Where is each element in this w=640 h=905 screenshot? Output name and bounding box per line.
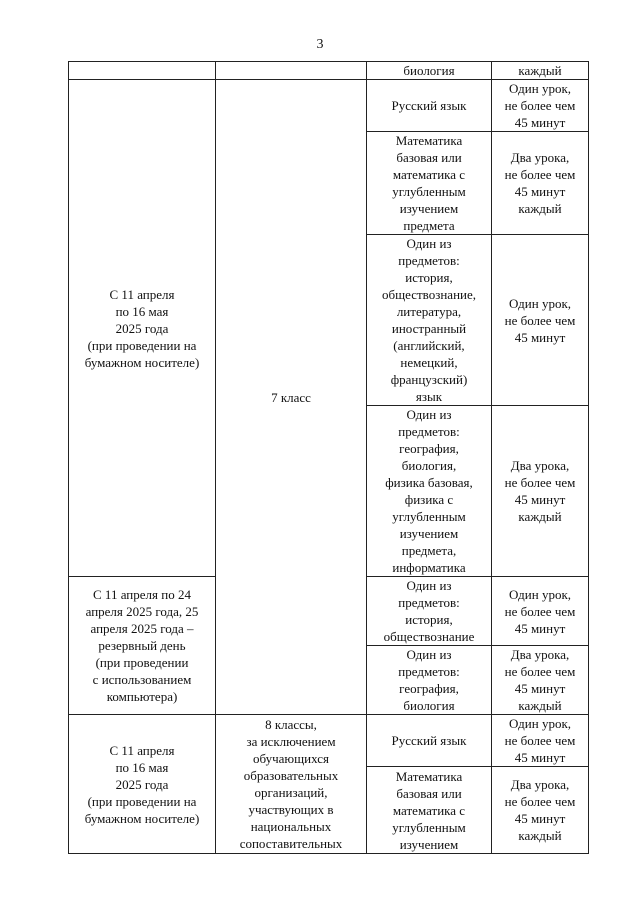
period-cell xyxy=(69,62,216,80)
subject-cell: Один из предметов: география, биология xyxy=(367,646,492,715)
exam-schedule-table xyxy=(68,61,589,854)
subject-cell: Один из предметов: история, обществознание xyxy=(367,577,492,646)
duration-cell: Один урок, не более чем 45 минут xyxy=(492,235,589,406)
duration-cell: Два урока, не более чем 45 минут каждый xyxy=(492,646,589,715)
subject-cell: Математика базовая или математика с углубленным изучением предмета xyxy=(367,132,492,235)
period-cell: С 11 апреля по 24 апреля 2025 года, 25 апреля 2025 года – резервный день (при проведении с использованием компьютера) xyxy=(69,577,216,715)
duration-cell: Два урока, не более чем 45 минут каждый xyxy=(492,767,589,854)
subject-cell: Русский язык xyxy=(367,80,492,132)
duration-cell: Один урок, не более чем 45 минут xyxy=(492,577,589,646)
grade-cell: 7 класс xyxy=(216,80,367,715)
grade-cell: 8 классы, за исключением обучающихся образовательных организаций, участвующих в национальных сопоставительных xyxy=(216,715,367,854)
table-row xyxy=(69,80,589,132)
subject-cell: Один из предметов: география, биология, физика базовая, физика с углубленным изучением предмета, информатика xyxy=(367,406,492,577)
period-cell: С 11 апреля по 16 мая 2025 года (при проведении на бумажном носителе) xyxy=(69,715,216,854)
duration-cell: каждый xyxy=(492,62,589,80)
grade-cell xyxy=(216,62,367,80)
duration-cell: Один урок, не более чем 45 минут xyxy=(492,715,589,767)
subject-cell: Русский язык xyxy=(367,715,492,767)
period-cell: С 11 апреля по 16 мая 2025 года (при проведении на бумажном носителе) xyxy=(69,80,216,577)
subject-cell: Математика базовая или математика с углубленным изучением xyxy=(367,767,492,854)
table-row xyxy=(69,715,589,767)
page-number: 3 xyxy=(316,37,324,52)
duration-cell: Два урока, не более чем 45 минут каждый xyxy=(492,132,589,235)
duration-cell: Один урок, не более чем 45 минут xyxy=(492,80,589,132)
subject-cell: биология xyxy=(367,62,492,80)
duration-cell: Два урока, не более чем 45 минут каждый xyxy=(492,406,589,577)
table-row xyxy=(69,62,589,80)
subject-cell: Один из предметов: история, обществознание, литература, иностранный (английский, немецкий, французский) язык xyxy=(367,235,492,406)
